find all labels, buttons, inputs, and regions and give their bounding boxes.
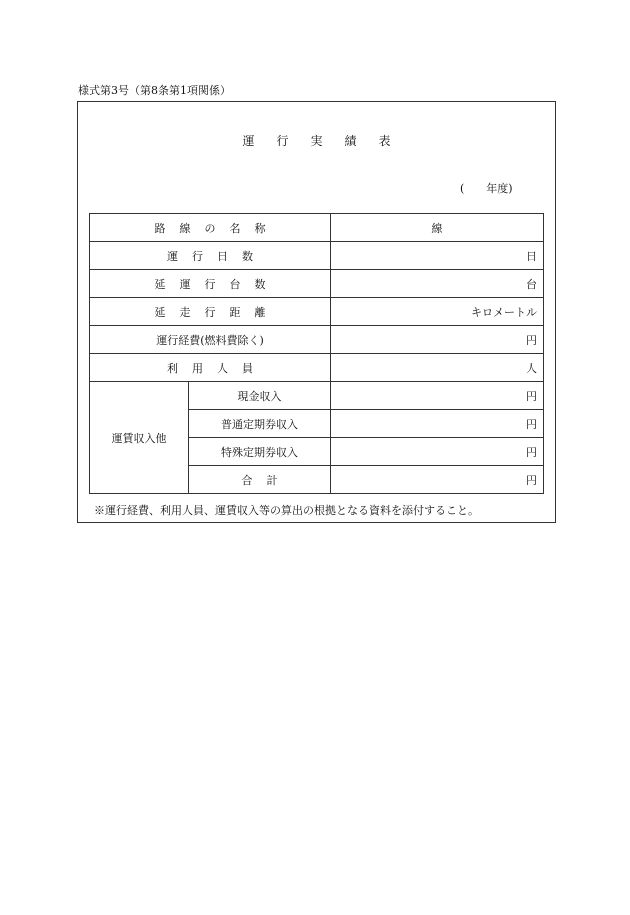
- table-row: [90, 354, 544, 382]
- regular-pass-income-label: 普通定期券収入: [189, 410, 331, 438]
- total-vehicles-value[interactable]: 台: [331, 270, 544, 298]
- table-row: [90, 382, 544, 410]
- total-value[interactable]: 円: [331, 466, 544, 494]
- table-row: [90, 270, 544, 298]
- route-name-value[interactable]: 線: [331, 214, 544, 242]
- fiscal-year-open-paren: (: [460, 182, 465, 195]
- passengers-value[interactable]: 人: [331, 354, 544, 382]
- form-frame: [77, 101, 556, 523]
- attachment-note: ※運行経費、利用人員、運賃収入等の算出の根拠となる資料を添付すること。: [94, 504, 479, 517]
- cash-income-label: 現金収入: [189, 382, 331, 410]
- operating-days-label: 運行日数: [90, 242, 331, 270]
- table-row: [90, 298, 544, 326]
- fare-income-group-label: 運賃収入他: [90, 382, 189, 494]
- operation-record-table: [89, 213, 544, 494]
- total-distance-label: 延走行距離: [90, 298, 331, 326]
- table-row: [90, 214, 544, 242]
- special-pass-income-value[interactable]: 円: [331, 438, 544, 466]
- fiscal-year: [460, 180, 513, 196]
- special-pass-income-label: 特殊定期券収入: [189, 438, 331, 466]
- table-row: [90, 326, 544, 354]
- operating-cost-label: 運行経費(燃料費除く): [90, 326, 331, 354]
- regular-pass-income-value[interactable]: 円: [331, 410, 544, 438]
- operating-cost-value[interactable]: 円: [331, 326, 544, 354]
- cash-income-value[interactable]: 円: [331, 382, 544, 410]
- total-label: 合計: [189, 466, 331, 494]
- total-distance-value[interactable]: キロメートル: [331, 298, 544, 326]
- operating-days-value[interactable]: 日: [331, 242, 544, 270]
- total-vehicles-label: 延運行台数: [90, 270, 331, 298]
- table-row: [90, 242, 544, 270]
- form-title: 運行実績表: [242, 134, 413, 148]
- passengers-label: 利用人員: [90, 354, 331, 382]
- fiscal-year-label: 年度): [486, 182, 513, 195]
- form-number: 様式第3号（第8条第1項関係）: [78, 84, 231, 97]
- route-name-label: 路線の名称: [90, 214, 331, 242]
